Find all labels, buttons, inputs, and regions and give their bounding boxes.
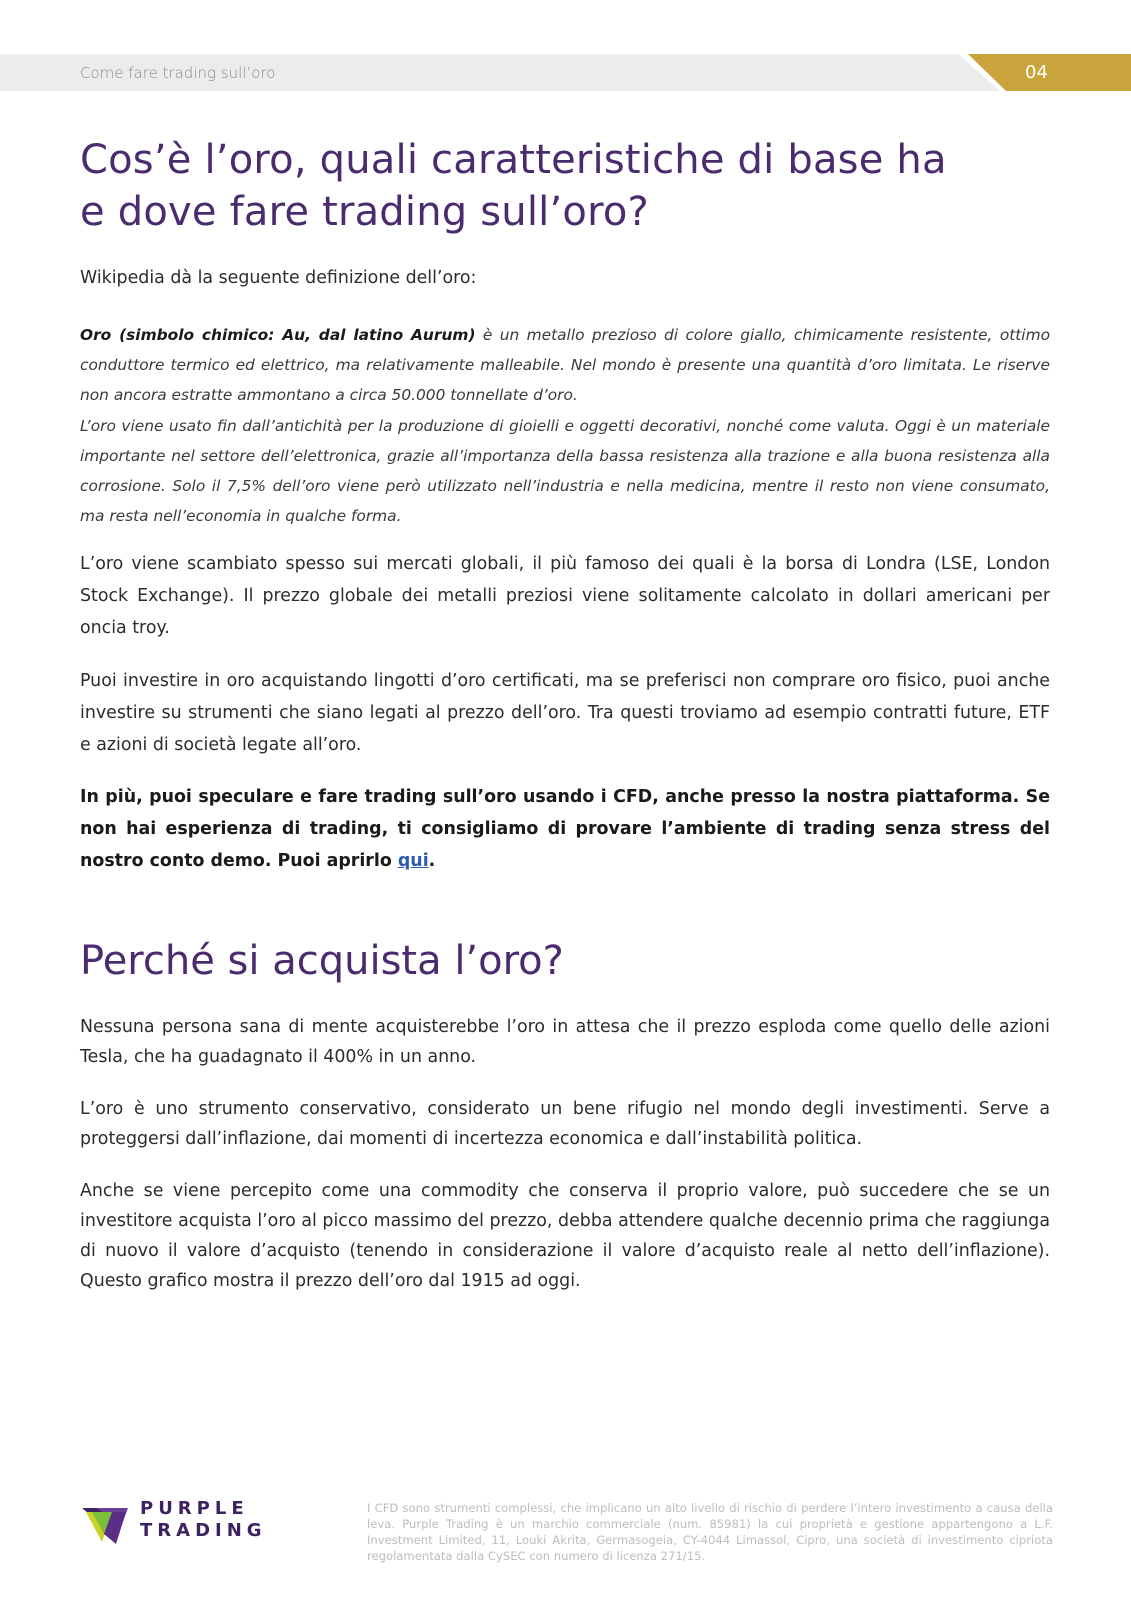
paragraph-price-history: Anche se viene percepito come una commodity che conserva il proprio valore, può succedere che se un investitore acquista l’oro al picco massimo del prezzo, debba attendere qualche decennio prima che raggiunga di nuovo il valore d’acquisto (tenendo in considerazione il valore d’acquisto reale al netto dell’inflazione). Questo grafico mostra il prezzo dell’oro dal 1915 ad oggi. [80,1181,1050,1291]
paragraph-tesla: Nessuna persona sana di mente acquisterebbe l’oro in attesa che il prezzo esploda come quello delle azioni Tesla, che ha guadagnato il 400% in un anno. [80,1017,1050,1067]
wikipedia-definition [80,320,1050,531]
definition-text-2: L’oro viene usato fin dall’antichità per la produzione di gioielli e oggetti decorativi, nonché come valuta. Oggi è un materiale importante nel settore dell’elettronica, grazie all’importanza della bassa resistenza alla trazione e alla buona resistenza alla corrosione. Solo il 7,5% dell’oro viene però utilizzato nell’industria e nella medicina, mentre il resto non viene consumato, ma resta nell’economia in qualche forma. [80,416,1050,526]
paragraph-lse: L’oro viene scambiato spesso sui mercati globali, il più famoso dei quali è la borsa di Londra (LSE, London Stock Exchange). Il prezzo globale dei metalli preziosi viene solitamente calcolato in dollari americani per oncia troy. [80,554,1050,638]
heading-line-1: Cos’è l’oro, quali caratteristiche di base ha [80,137,947,183]
intro-paragraph: Wikipedia dà la seguente definizione dell’oro: [80,268,477,288]
legal-disclaimer: I CFD sono strumenti complessi, che implicano un alto livello di rischio di perdere l’intero investimento a causa della leva. Purple Trading è un marchio commerciale (num. 85981) la cui proprietà e gestione appartengono a L.F. Investment Limited, 11, Louki Akrita, Germasogeia, CY-4044 Limassol, Cipro, una società di investimento cipriota regolamentata dalla CySEC con numero di licenza 271/15. [367,1501,1053,1563]
definition-part-1 [80,320,1050,411]
section-heading-what-is-gold [80,134,1030,238]
page-number: 04 [1025,62,1048,83]
heading-line-2: e dove fare trading sull’oro? [80,189,649,235]
paragraph-investing: Puoi investire in oro acquistando lingotti d’oro certificati, ma se preferisci non comprare oro fisico, puoi anche investire su strumenti che siano legati al prezzo dell’oro. Tra questi troviamo ad esempio contratti future, ETF e azioni di società legate all’oro. [80,671,1050,755]
paragraph-safe-haven: L’oro è uno strumento conservativo, considerato un bene rifugio nel mondo degli investimenti. Serve a proteggersi dall’inflazione, dai momenti di incertezza economica e dall’instabilità politica. [80,1099,1050,1149]
cfd-text: In più, puoi speculare e fare trading sull’oro usando i CFD, anche presso la nostra piattaforma. Se non hai esperienza di trading, ti consigliamo di provare l’ambiente di trading senza stress del nostro conto demo. Puoi aprirlo [80,787,1050,871]
purple-trading-logo [82,1498,282,1554]
section-heading-why-buy-gold: Perché si acquista l’oro? [80,938,564,984]
document-title: Come fare trading sull’oro [80,64,276,82]
logo-word-purple: PURPLE [140,1498,249,1519]
demo-account-link[interactable]: qui [397,851,429,871]
paragraph-cfd [80,781,1050,877]
cfd-text-end: . [428,851,436,871]
page-header [0,54,1131,91]
definition-term: Oro (simbolo chimico: Au, dal latino Aurum) [80,326,476,344]
definition-text-1: è un metallo prezioso di colore giallo, chimicamente resistente, ottimo conduttore termico ed elettrico, ma relativamente malleabile. Nel mondo è presente una quantità d’oro limitata. Le riserve non ancora estratte ammontano a circa 50.000 tonnellate d’oro. [80,326,1050,405]
logo-mark-icon [82,1504,134,1552]
logo-word-trading: TRADING [140,1520,267,1541]
